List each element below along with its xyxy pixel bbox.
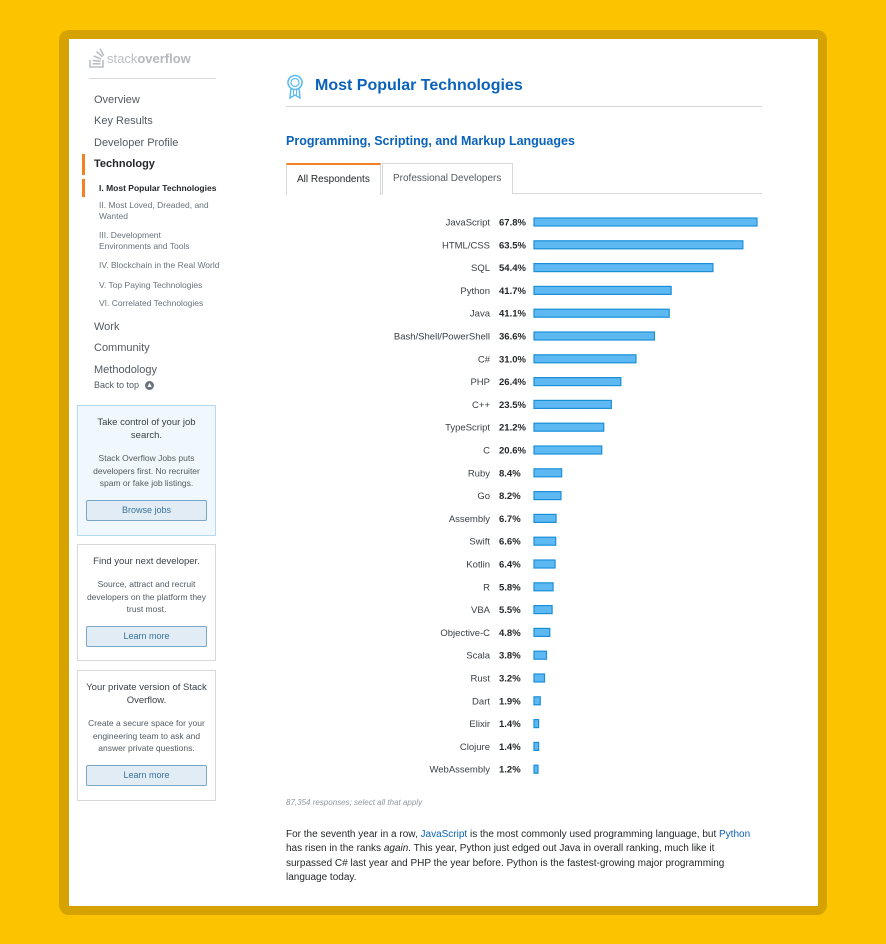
- value-label-html-css: 63.5%: [499, 240, 526, 252]
- bar-c[interactable]: [534, 446, 602, 454]
- para-text-1: For the seventh year in a row,: [286, 829, 421, 840]
- response-footnote: 87,354 responses; select all that apply: [286, 798, 423, 807]
- value-label-python: 41.7%: [499, 285, 526, 297]
- section-title: Programming, Scripting, and Markup Languages: [286, 134, 575, 148]
- category-label-c: C++: [472, 399, 490, 411]
- sidebar: [69, 39, 219, 906]
- bar-kotlin[interactable]: [534, 560, 555, 568]
- bar-rust[interactable]: [534, 674, 545, 682]
- value-label-typescript: 21.2%: [499, 422, 526, 434]
- respondent-tabs: [286, 163, 762, 194]
- bar-c[interactable]: [534, 355, 636, 363]
- logo-text-bold: overflow: [137, 50, 191, 66]
- javascript-link[interactable]: JavaScript: [420, 829, 468, 840]
- bar-assembly[interactable]: [534, 514, 556, 522]
- value-label-sql: 54.4%: [499, 263, 526, 275]
- category-label-rust: Rust: [470, 673, 490, 685]
- value-label-elixir: 1.4%: [499, 719, 521, 731]
- value-label-scala: 3.8%: [499, 650, 521, 662]
- value-label-java: 41.1%: [499, 308, 526, 320]
- category-label-php: PHP: [470, 377, 490, 389]
- stackoverflow-logo[interactable]: [89, 47, 191, 69]
- category-label-scala: Scala: [466, 650, 490, 662]
- browse-jobs-button[interactable]: Browse jobs: [86, 500, 207, 521]
- category-label-webassembly: WebAssembly: [429, 764, 490, 776]
- page-title: Most Popular Technologies: [315, 77, 523, 94]
- nav-item-overview[interactable]: Overview: [94, 94, 140, 106]
- bar-r[interactable]: [534, 583, 553, 591]
- category-label-assembly: Assembly: [448, 513, 490, 525]
- nav-item-community[interactable]: Community: [94, 342, 150, 355]
- promo-teams-title: Your private version of Stack Overflow.: [86, 682, 207, 706]
- category-label-python: Python: [460, 285, 490, 297]
- promo-talent-title: Find your next developer.: [93, 556, 200, 567]
- tab-professional-developers[interactable]: Professional Developers: [382, 163, 513, 194]
- value-label-rust: 3.2%: [499, 673, 521, 685]
- bar-html-css[interactable]: [534, 241, 743, 249]
- promo-talent-body: Source, attract and recruit developers on the platform they trust most.: [86, 579, 207, 614]
- para-emphasis: again: [383, 843, 409, 855]
- bar-ruby[interactable]: [534, 469, 562, 477]
- nav-sub-most-popular[interactable]: I. Most Popular Technologies: [82, 179, 222, 197]
- bar-scala[interactable]: [534, 651, 546, 659]
- value-label-go: 8.2%: [499, 491, 521, 503]
- value-label-swift: 6.6%: [499, 536, 521, 548]
- bar-javascript[interactable]: [534, 218, 757, 226]
- nav-sub-most-loved[interactable]: II. Most Loved, Dreaded, and Wanted: [99, 200, 209, 221]
- nav-item-technology[interactable]: Technology: [82, 154, 222, 175]
- value-label-clojure: 1.4%: [499, 741, 521, 753]
- nav-sub-correlated[interactable]: VI. Correlated Technologies: [99, 298, 204, 309]
- tab-all-respondents[interactable]: All Respondents: [286, 163, 381, 195]
- bar-sql[interactable]: [534, 264, 713, 272]
- back-to-top-link[interactable]: [94, 380, 154, 390]
- bar-go[interactable]: [534, 492, 561, 500]
- category-label-java: Java: [469, 308, 490, 320]
- category-label-c: C: [483, 445, 490, 457]
- popularity-bar-chart: [286, 211, 766, 781]
- logo-text-light: stack: [107, 50, 138, 66]
- bar-swift[interactable]: [534, 537, 556, 545]
- arrow-up-icon: ▲: [146, 381, 153, 389]
- value-label-bash-shell-powershell: 36.6%: [499, 331, 526, 343]
- para-text-3: has risen in the ranks: [286, 843, 384, 855]
- category-label-bash-shell-powershell: Bash/Shell/PowerShell: [393, 331, 490, 343]
- bar-java[interactable]: [534, 309, 669, 317]
- nav-sub-dev-environments[interactable]: III. Development Environments and Tools: [99, 230, 190, 251]
- award-ribbon-icon: [286, 74, 304, 100]
- category-label-clojure: Clojure: [459, 741, 490, 753]
- nav-item-key-results[interactable]: Key Results: [94, 115, 153, 128]
- value-label-javascript: 67.8%: [499, 217, 526, 229]
- promo-talent: [77, 544, 216, 661]
- value-label-ruby: 8.4%: [499, 468, 521, 480]
- value-label-c: 23.5%: [499, 399, 526, 411]
- category-label-html-css: HTML/CSS: [441, 240, 490, 252]
- promo-teams: [77, 670, 216, 801]
- category-label-c: C#: [477, 354, 490, 366]
- category-label-r: R: [483, 582, 490, 594]
- bar-python[interactable]: [534, 286, 671, 294]
- value-label-c: 20.6%: [499, 445, 526, 457]
- learn-more-teams-button[interactable]: Learn more: [86, 765, 207, 786]
- category-label-javascript: JavaScript: [445, 217, 490, 229]
- value-label-vba: 5.5%: [499, 605, 521, 617]
- category-label-elixir: Elixir: [469, 719, 490, 731]
- bar-elixir[interactable]: [534, 720, 539, 728]
- nav-sub-top-paying[interactable]: V. Top Paying Technologies: [99, 280, 203, 291]
- bar-typescript[interactable]: [534, 423, 604, 431]
- category-label-go: Go: [477, 491, 490, 503]
- section-header: [286, 73, 762, 107]
- category-label-dart: Dart: [472, 696, 490, 708]
- bar-bash-shell-powershell[interactable]: [534, 332, 654, 340]
- bar-c[interactable]: [534, 400, 611, 408]
- nav-sub-blockchain[interactable]: IV. Blockchain in the Real World: [99, 260, 220, 271]
- category-label-sql: SQL: [470, 263, 490, 275]
- nav-item-methodology[interactable]: Methodology: [94, 363, 157, 376]
- para-text-4: . This year, Python just edged out Java in overall ranking, much like it surpassed C# last year and PHP the year before. Python is the fastest-growing major programming language today.: [286, 843, 725, 883]
- stack-logo-icon: [89, 48, 105, 68]
- bar-vba[interactable]: [534, 606, 552, 614]
- category-label-typescript: TypeScript: [445, 422, 490, 434]
- value-label-dart: 1.9%: [499, 696, 521, 708]
- bar-php[interactable]: [534, 378, 621, 386]
- value-label-assembly: 6.7%: [499, 513, 521, 525]
- bar-objective-c[interactable]: [534, 628, 550, 636]
- back-to-top-label: Back to top: [94, 380, 140, 390]
- python-link[interactable]: Python: [719, 829, 751, 840]
- category-label-swift: Swift: [469, 536, 490, 548]
- value-label-objective-c: 4.8%: [499, 627, 521, 639]
- promo-jobs-body: Stack Overflow Jobs puts developers first. No recruiter spam or fake job listings.: [93, 453, 200, 488]
- value-label-c: 31.0%: [499, 354, 526, 366]
- category-label-objective-c: Objective-C: [440, 627, 490, 639]
- promo-jobs: [77, 405, 216, 536]
- para-text-2: is the most commonly used programming language, but: [467, 829, 719, 840]
- survey-page: [69, 39, 818, 906]
- value-label-php: 26.4%: [499, 377, 526, 389]
- summary-paragraph: [286, 828, 762, 885]
- logo-divider: [89, 78, 216, 79]
- value-label-kotlin: 6.4%: [499, 559, 521, 571]
- nav-item-work[interactable]: Work: [94, 321, 120, 334]
- category-label-vba: VBA: [470, 605, 490, 617]
- value-label-webassembly: 1.2%: [499, 764, 521, 776]
- promo-jobs-title: Take control of your job search.: [97, 417, 196, 441]
- category-label-ruby: Ruby: [467, 468, 490, 480]
- promo-teams-body: Create a secure space for your engineering team to ask and answer private questions.: [88, 718, 205, 753]
- sidebar-nav: [82, 90, 222, 381]
- nav-item-developer-profile[interactable]: Developer Profile: [94, 136, 179, 149]
- value-label-r: 5.8%: [499, 582, 521, 594]
- bar-webassembly[interactable]: [534, 765, 538, 773]
- category-label-kotlin: Kotlin: [466, 559, 490, 571]
- bar-dart[interactable]: [534, 697, 540, 705]
- learn-more-talent-button[interactable]: Learn more: [86, 626, 207, 647]
- bar-clojure[interactable]: [534, 742, 539, 750]
